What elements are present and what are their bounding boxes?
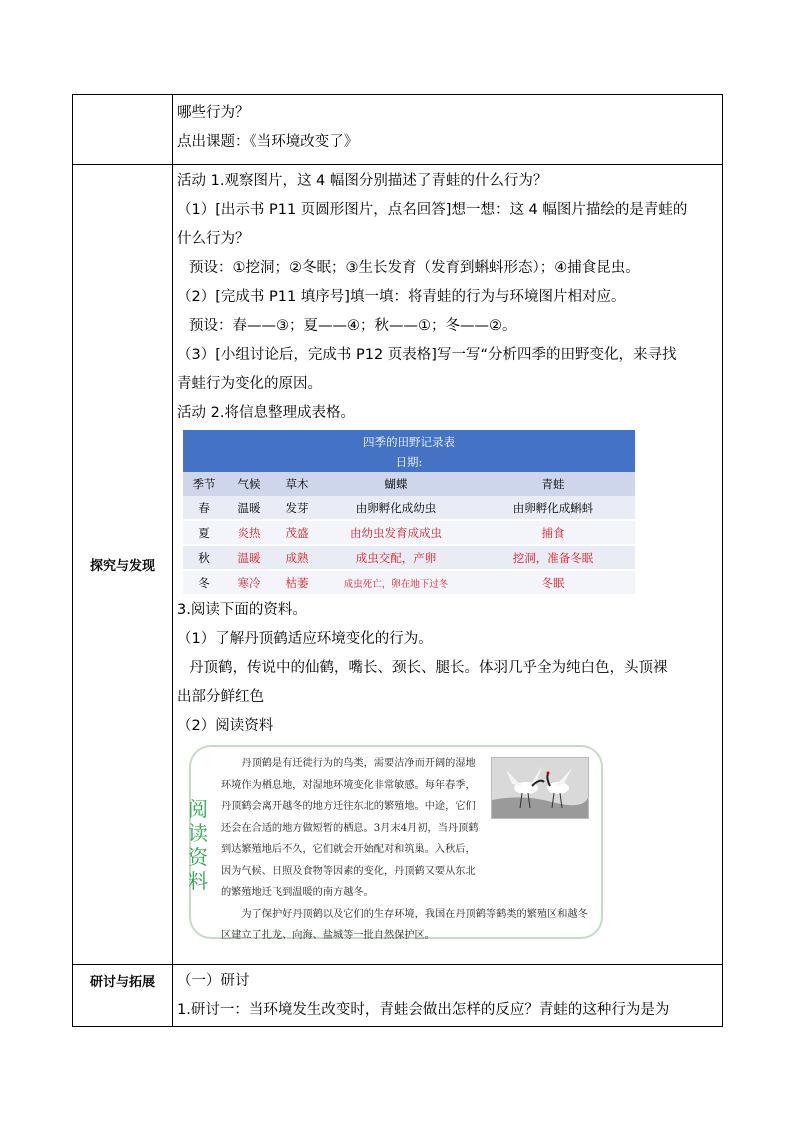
activity1-title: 活动 1.观察图片，这 4 幅图分别描述了青蛙的什么行为？ — [177, 173, 548, 189]
cell-frog: 捕食 — [471, 520, 635, 545]
discussion-heading: （一）研讨 — [177, 973, 250, 989]
cell-plants: 成熟 — [273, 545, 321, 570]
cell-frog: 由卵孵化成蝌蚪 — [471, 496, 635, 520]
table-row — [183, 520, 635, 545]
explore-label: 探究与发现 — [73, 165, 173, 965]
header-plants: 草木 — [273, 472, 321, 496]
discussion-question1: 1.研讨一：当环境发生改变时，青蛙会做出怎样的反应？青蛙的这种行为是为 — [177, 1002, 670, 1018]
discussion-label: 研讨与拓展 — [73, 965, 173, 1027]
explore-row — [73, 165, 723, 965]
header-season: 季节 — [183, 472, 225, 496]
question3-line2: 青蛙行为变化的原因。 — [177, 376, 322, 392]
question1-line1: （1）[出示书 P11 页圆形图片，点名回答]想一想：这 4 幅图片描绘的是青蛙的 — [177, 202, 688, 218]
preset1: 预设：①挖洞；②冬眠；③生长发育（发育到蝌蚪形态）；④捕食昆虫。 — [189, 260, 640, 276]
intro-content-cell — [173, 95, 723, 165]
item3-sub1: （1）了解丹顶鹤适应环境变化的行为。 — [177, 631, 433, 647]
table-row — [183, 570, 635, 595]
cell-season: 夏 — [183, 520, 225, 545]
explore-content-cell — [173, 165, 723, 965]
cell-butterfly: 由卵孵化成幼虫 — [321, 496, 471, 520]
record-table-title: 四季的田野记录表 — [363, 435, 455, 449]
seasons-record-table — [183, 430, 635, 596]
lesson-topic-line: 点出课题：《当环境改变了》 — [177, 134, 359, 150]
reading-text — [221, 753, 593, 947]
cell-plants: 枯萎 — [273, 570, 321, 595]
item3-title: 3.阅读下面的资料。 — [177, 602, 307, 618]
header-frog: 青蛙 — [471, 472, 635, 496]
table-row — [183, 496, 635, 520]
cell-butterfly: 成虫死亡，卵在地下过冬 — [321, 570, 471, 595]
intro-line: 哪些行为？ — [177, 105, 250, 121]
intro-row — [73, 95, 723, 165]
item3-sub2: （2）阅读资料 — [177, 718, 274, 734]
cell-climate: 温暖 — [225, 545, 273, 570]
reading-material-box — [189, 745, 603, 939]
cell-frog: 冬眠 — [471, 570, 635, 595]
reading-side-label — [185, 797, 211, 893]
cell-butterfly: 由幼虫发育成成虫 — [321, 520, 471, 545]
activity2-title: 活动 2.将信息整理成表格。 — [177, 405, 355, 421]
reading-side-char: 读 — [188, 821, 208, 845]
reading-side-char: 阅 — [188, 797, 208, 821]
discussion-row — [73, 965, 723, 1027]
question1-line2: 什么行为？ — [177, 231, 250, 247]
lesson-plan-table — [72, 94, 723, 1027]
preset2: 预设：春——③；夏——④；秋——①；冬——②。 — [189, 318, 517, 334]
cell-climate: 温暖 — [225, 496, 273, 520]
header-butterfly: 蝴蝶 — [321, 472, 471, 496]
reading-side-char: 料 — [188, 869, 208, 893]
reading-paragraph-1: 丹顶鹤是有迁徙行为的鸟类，需要洁净而开阔的湿地环境作为栖息地，对湿地环境变化非常敏感。每年春季，丹顶鹤会离开越冬的地方迁往东北的繁殖地。中途，它们还会在合适的地方做短暂的栖息。3月末4月初，当丹顶鹤到达繁殖地后不久，它们就会开始配对和筑巢。入秋后，因为气候、日照及食物等因素的变化，丹顶鹤又要从东北的繁殖地迁飞到温暖的南方越冬。 — [221, 758, 479, 898]
crane-line2: 出部分鲜红色 — [177, 689, 264, 705]
discussion-content-cell — [173, 965, 723, 1027]
question3-line1: （3）[小组讨论后，完成书 P12 页表格]写一写“分析四季的田野变化，来寻找 — [177, 347, 677, 363]
question2: （2）[完成书 P11 填序号]填一填：将青蛙的行为与环境图片相对应。 — [177, 289, 626, 305]
reading-paragraph-2: 为了保护好丹顶鹤以及它们的生存环境，我国在丹顶鹤等鹤类的繁殖区和越冬区建立了扎龙、向海、盐城等一批自然保护区。 — [221, 908, 588, 941]
crane-line1: 丹顶鹤，传说中的仙鹤，嘴长、颈长、腿长。体羽几乎全为纯白色，头顶裸 — [189, 660, 668, 676]
intro-label-cell — [73, 95, 173, 165]
reading-side-char: 资 — [188, 845, 208, 869]
table-row — [183, 545, 635, 570]
cell-climate: 炎热 — [225, 520, 273, 545]
cell-season: 冬 — [183, 570, 225, 595]
record-table-date: 日期: — [395, 455, 423, 469]
cell-season: 春 — [183, 496, 225, 520]
cell-plants: 发芽 — [273, 496, 321, 520]
cell-frog: 挖洞，准备冬眠 — [471, 545, 635, 570]
cell-season: 秋 — [183, 545, 225, 570]
record-table-header-row — [183, 472, 635, 496]
cell-climate: 寒冷 — [225, 570, 273, 595]
cell-plants: 茂盛 — [273, 520, 321, 545]
cell-butterfly: 成虫交配，产卵 — [321, 545, 471, 570]
header-climate: 气候 — [225, 472, 273, 496]
